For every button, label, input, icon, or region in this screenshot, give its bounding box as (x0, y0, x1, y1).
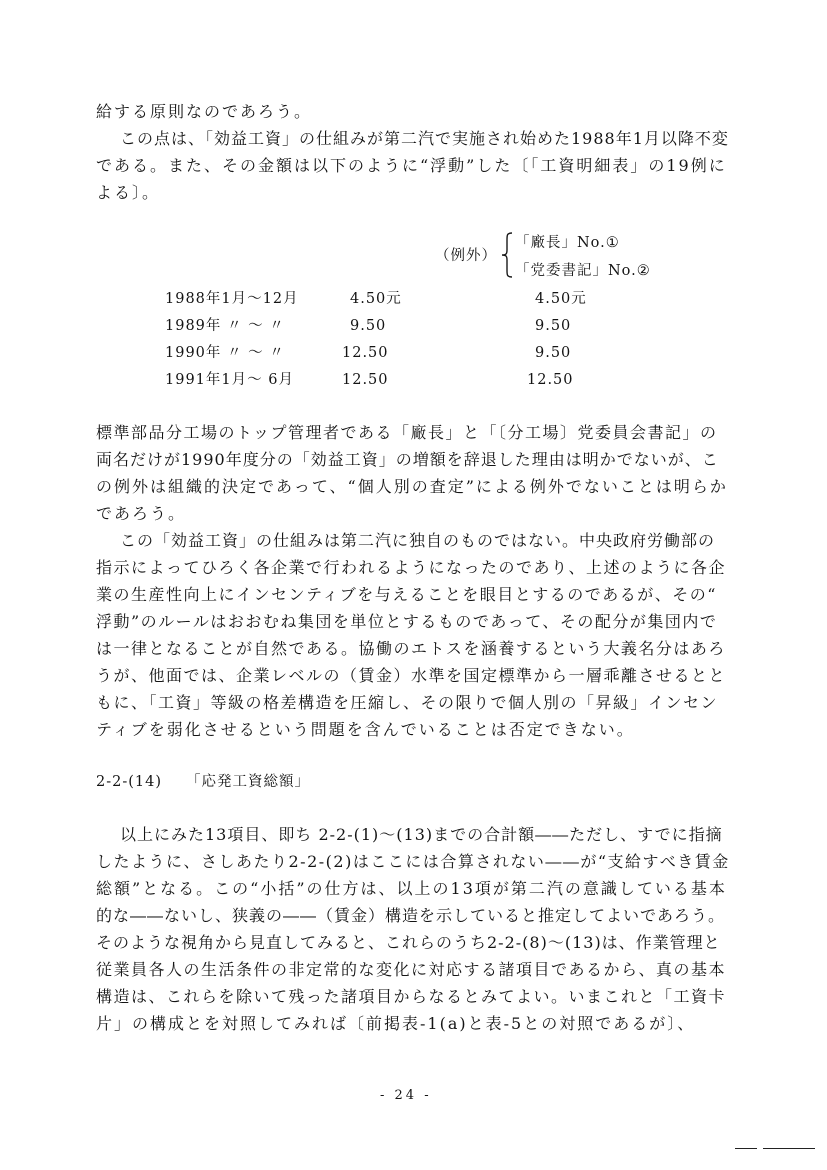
page-number: - 24 - (380, 1088, 432, 1103)
amount-cell: 12.50 (342, 372, 389, 388)
exception-label: （例外） (435, 248, 497, 264)
amount-cell: 9.50 (350, 318, 387, 334)
text-line: 両名だけが1990年度分の「効益工資」の増額を辞退した理由は明かでないが、こ (96, 450, 719, 469)
text-line: 業の生産性向上にインセンティブを与えることを眼目とするのであるが、その“ (96, 585, 717, 604)
text-line: もに、「工資」等級の格差構造を圧縮し、その限りで個人別の「昇級」インセン (96, 693, 719, 712)
period-cell: 1990年 〃 ～ 〃 (165, 345, 285, 361)
text-line: 従業員各人の生活条件の非定常的な変化に対応する諸項目であるから、真の基本 (96, 960, 727, 979)
text-line: の例外は組織的決定であって、“個人別の査定”による例外でないことは明らか (96, 477, 728, 496)
text-line: であろう。 (96, 504, 187, 523)
text-line: そのような視角から見直してみると、これらのうち2-2-(8)～(13)は、作業管理と (96, 933, 721, 952)
text-line: この点は、「効益工資」の仕組みが第二汽で実施され始めた1988年1月以降不変 (120, 129, 729, 148)
period-cell: 1988年1月～12月 (165, 291, 299, 307)
scan-mark (735, 1148, 757, 1149)
text-line: 総額”となる。この“小括”の仕方は、以上の13項が第二汽の意識している基本 (96, 879, 727, 898)
amount-cell: 4.50元 (350, 291, 402, 307)
text-line: この「効益工資」の仕組みは第二汽に独自のものではない。中央政府労働部の (120, 531, 716, 550)
text-line: 給する原則なのであろう。 (96, 102, 313, 121)
scan-mark (763, 1148, 815, 1149)
section-title: 「応発工資総額」 (186, 774, 310, 790)
text-line: 構造は、これらを除いて残った諸項目からなるとみてよい。いまこれと「工資卡 (96, 987, 727, 1006)
period-cell: 1989年 〃 ～ 〃 (165, 318, 285, 334)
exception-amount-cell: 4.50元 (535, 291, 587, 307)
brace-icon (501, 232, 513, 278)
text-line: 以上にみた13項目、即ち 2-2-(1)～(13)までの合計額――ただし、すでに指摘 (120, 825, 723, 844)
text-line: うが、他面では、企業レベルの（賃金）水準を国定標準から一層乖離させるとと (96, 666, 727, 685)
text-line: は一律となることが自然である。協働のエトスを涵養するという大義名分はあろ (96, 639, 726, 658)
text-line: したように、さしあたり2-2-(2)はここには合算されない――が“支給すべき賃金 (96, 852, 730, 871)
text-line: 指示によってひろく各企業で行われるようになったのであり、上述のように各企 (96, 558, 727, 577)
text-line: 片」の構成とを対照してみれば〔前掲表-1(a)と表-5との対照であるが〕、 (96, 1014, 696, 1033)
exception-item: 「廠長」No.① (515, 235, 620, 251)
period-cell: 1991年1月～ 6月 (165, 372, 294, 388)
text-line: 的な――ないし、狭義の――（賃金）構造を示していると推定してよいであろう。 (96, 906, 726, 925)
text-line: よる〕。 (96, 183, 161, 202)
exception-item: 「党委書記」No.② (515, 263, 651, 279)
text-line: ティブを弱化させるという問題を含んでいることは否定できない。 (96, 720, 635, 739)
text-line: 浮動”のルールはおおむね集団を単位とするものであって、その配分が集団内で (96, 612, 718, 631)
exception-amount-cell: 9.50 (535, 345, 572, 361)
exception-amount-cell: 12.50 (527, 372, 574, 388)
amount-cell: 12.50 (342, 345, 389, 361)
text-line: 標準部品分工場のトップ管理者である「廠長」と「〔分工場〕党委員会書記」の (96, 423, 718, 442)
exception-amount-cell: 9.50 (535, 318, 572, 334)
section-number: 2-2-(14) (96, 774, 163, 790)
text-line: である。また、その金額は以下のように“浮動”した〔「工資明細表」の19例に (96, 156, 727, 175)
